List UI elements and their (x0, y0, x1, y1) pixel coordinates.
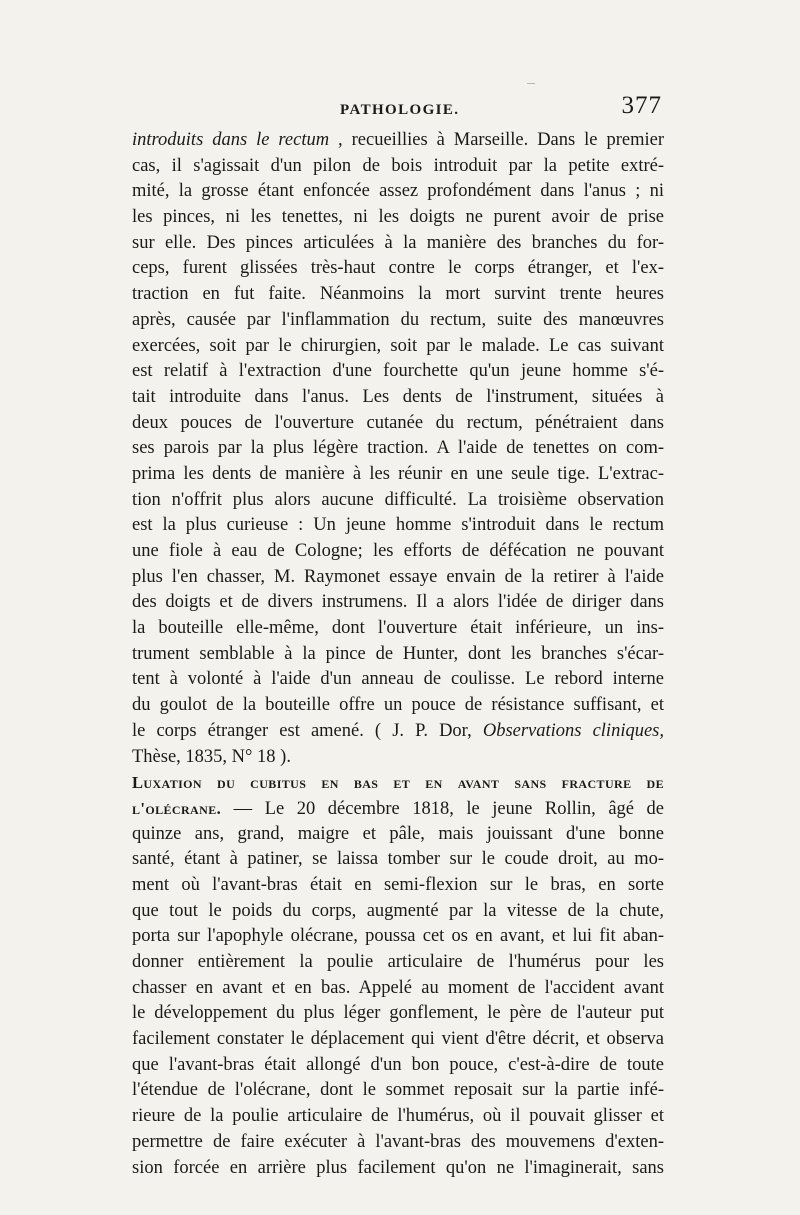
text-line: est la plus curieuse : Un jeune homme s'introduit dans le rectum (132, 515, 664, 536)
page-number: 377 (621, 92, 662, 119)
text-line: santé, étant à patiner, se laissa tomber sur le coude droit, au mo- (132, 849, 664, 870)
section-heading (132, 770, 664, 796)
text-line: rieure de la poulie articulaire de l'humérus, où il pouvait glisser et (132, 1106, 664, 1127)
text-line (132, 128, 664, 154)
text-line: la bouteille elle-même, dont l'ouverture était inférieure, un ins- (132, 618, 664, 639)
text-line: exercées, soit par le chirurgien, soit par le malade. Le cas suivant (132, 335, 664, 356)
text-line: facilement constater le déplacement qui vient d'être décrit, et observa (132, 1029, 664, 1050)
text-line: chasser en avant et en bas. Appelé au moment de l'accident avant (132, 977, 664, 998)
text-line: traction en fut faite. Néanmoins la mort survint trente heures (132, 284, 664, 305)
text-line: porta sur l'apophyle olécrane, poussa cet os en avant, et lui fit aban- (132, 926, 664, 947)
lead-rest: recueillies à Marseille. Dans le premier (342, 130, 664, 150)
text-line: plus l'en chasser, M. Raymonet essaye envain de la retirer à l'aide (132, 566, 664, 587)
text-line: que l'avant-bras était allongé d'un bon pouce, c'est-à-dire de toute (132, 1054, 664, 1075)
citation-text: le corps étranger est amené. ( J. P. Dor, (132, 720, 483, 741)
text-line: trument semblable à la pince de Hunter, dont les branches s'écar- (132, 643, 664, 664)
body-text (132, 128, 664, 1181)
text-line: prima les dents de manière à les réunir en une seule tige. L'extrac- (132, 463, 664, 484)
text-line: ment où l'avant-bras était en semi-flexion sur le bras, en sorte (132, 874, 664, 895)
text-line: mité, la grosse étant enfoncée assez profondément dans l'anus ; ni (132, 181, 664, 202)
text-line: cas, il s'agissait d'un pilon de bois introduit par la petite extré- (132, 155, 664, 176)
text-line: ceps, furent glissées très-haut contre le corps étranger, et l'ex- (132, 258, 664, 279)
text-line: que tout le poids du corps, augmenté par la vitesse de la chute, (132, 900, 664, 921)
citation-title: Observations cliniques, (482, 720, 664, 741)
text-line: une fiole à eau de Cologne; les efforts de défécation ne pouvant (132, 541, 664, 561)
section-heading-text: Luxation du cubitus en bas et en avant sans fracture de (132, 773, 664, 793)
text-line: deux pouces de l'ouverture cutanée du rectum, pénétraient dans (132, 412, 664, 433)
text-line: sion forcée en arrière plus facilement qu'on ne l'imaginerait, sans (132, 1157, 664, 1178)
page-header (132, 92, 662, 128)
print-mark (527, 83, 535, 84)
text-line: est relatif à l'extraction d'une fourchette qu'un jeune homme s'é- (132, 361, 664, 382)
text-line: ses parois par la plus légère traction. A l'aide de tenettes on com- (132, 438, 664, 459)
citation-line (132, 719, 664, 745)
text-line: l'étendue de l'olécrane, dont le sommet reposait sur la partie infé- (132, 1080, 664, 1101)
text-line: du goulot de la bouteille offre un pouce de résistance suffisant, et (132, 695, 664, 716)
text-line: après, causée par l'inflammation du rectum, suite des manœuvres (132, 309, 664, 330)
text-line-rest: — Le 20 décembre 1818, le jeune Rollin, âgé de (221, 798, 664, 819)
text-line: quinze ans, grand, maigre et pâle, mais jouissant d'une bonne (132, 823, 664, 844)
running-title: PATHOLOGIE. (340, 102, 460, 118)
text-line: tent à volonté à l'aide d'un anneau de coulisse. Le rebord interne (132, 669, 664, 690)
text-line: des doigts et de divers instrumens. Il a alors l'idée de diriger dans (132, 592, 664, 613)
text-line: tait introduite dans l'anus. Les dents de l'instrument, situées à (132, 386, 664, 407)
text-line (132, 796, 664, 822)
text-line: tion n'offrit plus alors aucune difficulté. La troisième observation (132, 489, 664, 510)
text-line: sur elle. Des pinces articulées à la manière des branches du for- (132, 232, 664, 253)
text-line: les pinces, ni les tenettes, ni les doigts ne purent avoir de prise (132, 207, 664, 228)
section-heading-end: l'olécrane. (132, 798, 222, 818)
text-line: donner entièrement la poulie articulaire de l'humérus pour les (132, 952, 664, 972)
lead-italic: introduits dans le rectum , (132, 130, 343, 150)
citation-end: Thèse, 1835, N° 18 ). (132, 746, 291, 767)
text-line: permettre de faire exécuter à l'avant-bras des mouvemens d'exten- (132, 1131, 664, 1152)
text-line: le développement du plus léger gonflement, le père de l'auteur put (132, 1003, 664, 1024)
